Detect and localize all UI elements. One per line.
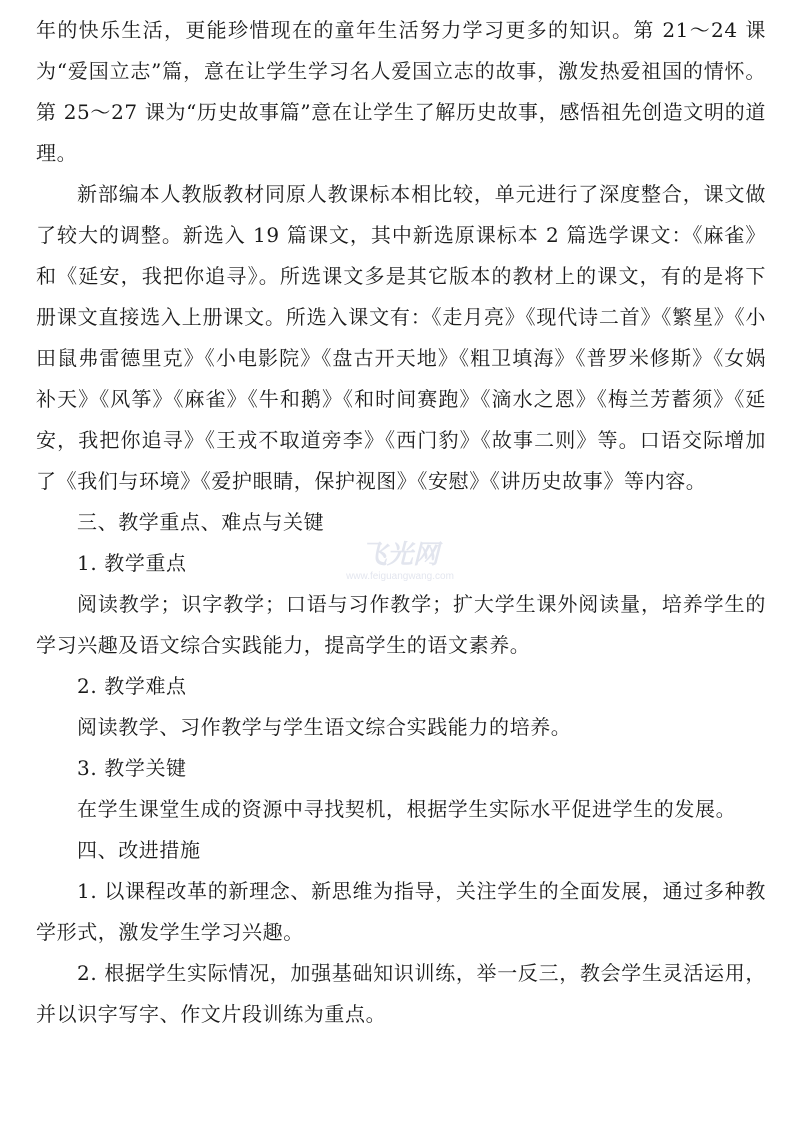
paragraph-continuation: 年的快乐生活，更能珍惜现在的童年生活努力学习更多的知识。第 21～24 课为“爱国立志”篇，意在让学生学习名人爱国立志的故事，激发热爱祖国的情怀。第 25～27 课为“历史故事篇”意在让学生了解历史故事，感悟祖先创造文明的道理。 — [36, 18, 766, 165]
svg-text:飞光网: 飞光网 — [360, 539, 440, 569]
paragraph-measure-1: 1. 以课程改革的新理念、新思维为指导，关注学生的全面发展，通过多种教学形式，激发学生学习兴趣。 — [36, 879, 766, 944]
document-page — [36, 10, 766, 1035]
subheading-teaching-key: 3. 教学关键 — [77, 756, 187, 780]
section-heading-key-points: 三、教学重点、难点与关键 — [77, 510, 325, 534]
subheading-teaching-focus: 1. 教学重点 — [77, 551, 187, 575]
svg-text:www.feiguangwang.com: www.feiguangwang.com — [346, 571, 454, 582]
paragraph-measure-2: 2. 根据学生实际情况，加强基础知识训练，举一反三，教会学生灵活运用，并以识字写字、作文片段训练为重点。 — [36, 961, 766, 1026]
section-heading-improvement: 四、改进措施 — [77, 838, 201, 862]
paragraph-teaching-difficulty: 阅读教学、习作教学与学生语文综合实践能力的培养。 — [77, 715, 572, 739]
paragraph-teaching-focus: 阅读教学；识字教学；口语与习作教学；扩大学生课外阅读量，培养学生的学习兴趣及语文综合实践能力，提高学生的语文素养。 — [36, 592, 766, 657]
paragraph-textbook-comparison: 新部编本人教版教材同原人教课标本相比较，单元进行了深度整合，课文做了较大的调整。新选入 19 篇课文，其中新选原课标本 2 篇选学课文：《麻雀》和《延安，我把你追寻》。所选课文多是其它版本的教材上的课文，有的是将下册课文直接选入上册课文。所选入课文有：《走月亮》《现代诗二首》《繁星》《小田鼠弗雷德里克》《小电影院》《盘古开天地》《粗卫填海》《普罗米修斯》《女娲补天》《风筝》《麻雀》《牛和鹅》《和时间赛跑》《滴水之恩》《梅兰芳蓄须》《延安，我把你追寻》《王戎不取道旁李》《西门豹》《故事二则》等。口语交际增加了《我们与环境》《爱护眼睛，保护视图》《安慰》《讲历史故事》等内容。 — [36, 182, 766, 493]
paragraph-teaching-key: 在学生课堂生成的资源中寻找契机，根据学生实际水平促进学生的发展。 — [77, 797, 737, 821]
subheading-teaching-difficulty: 2. 教学难点 — [77, 674, 187, 698]
